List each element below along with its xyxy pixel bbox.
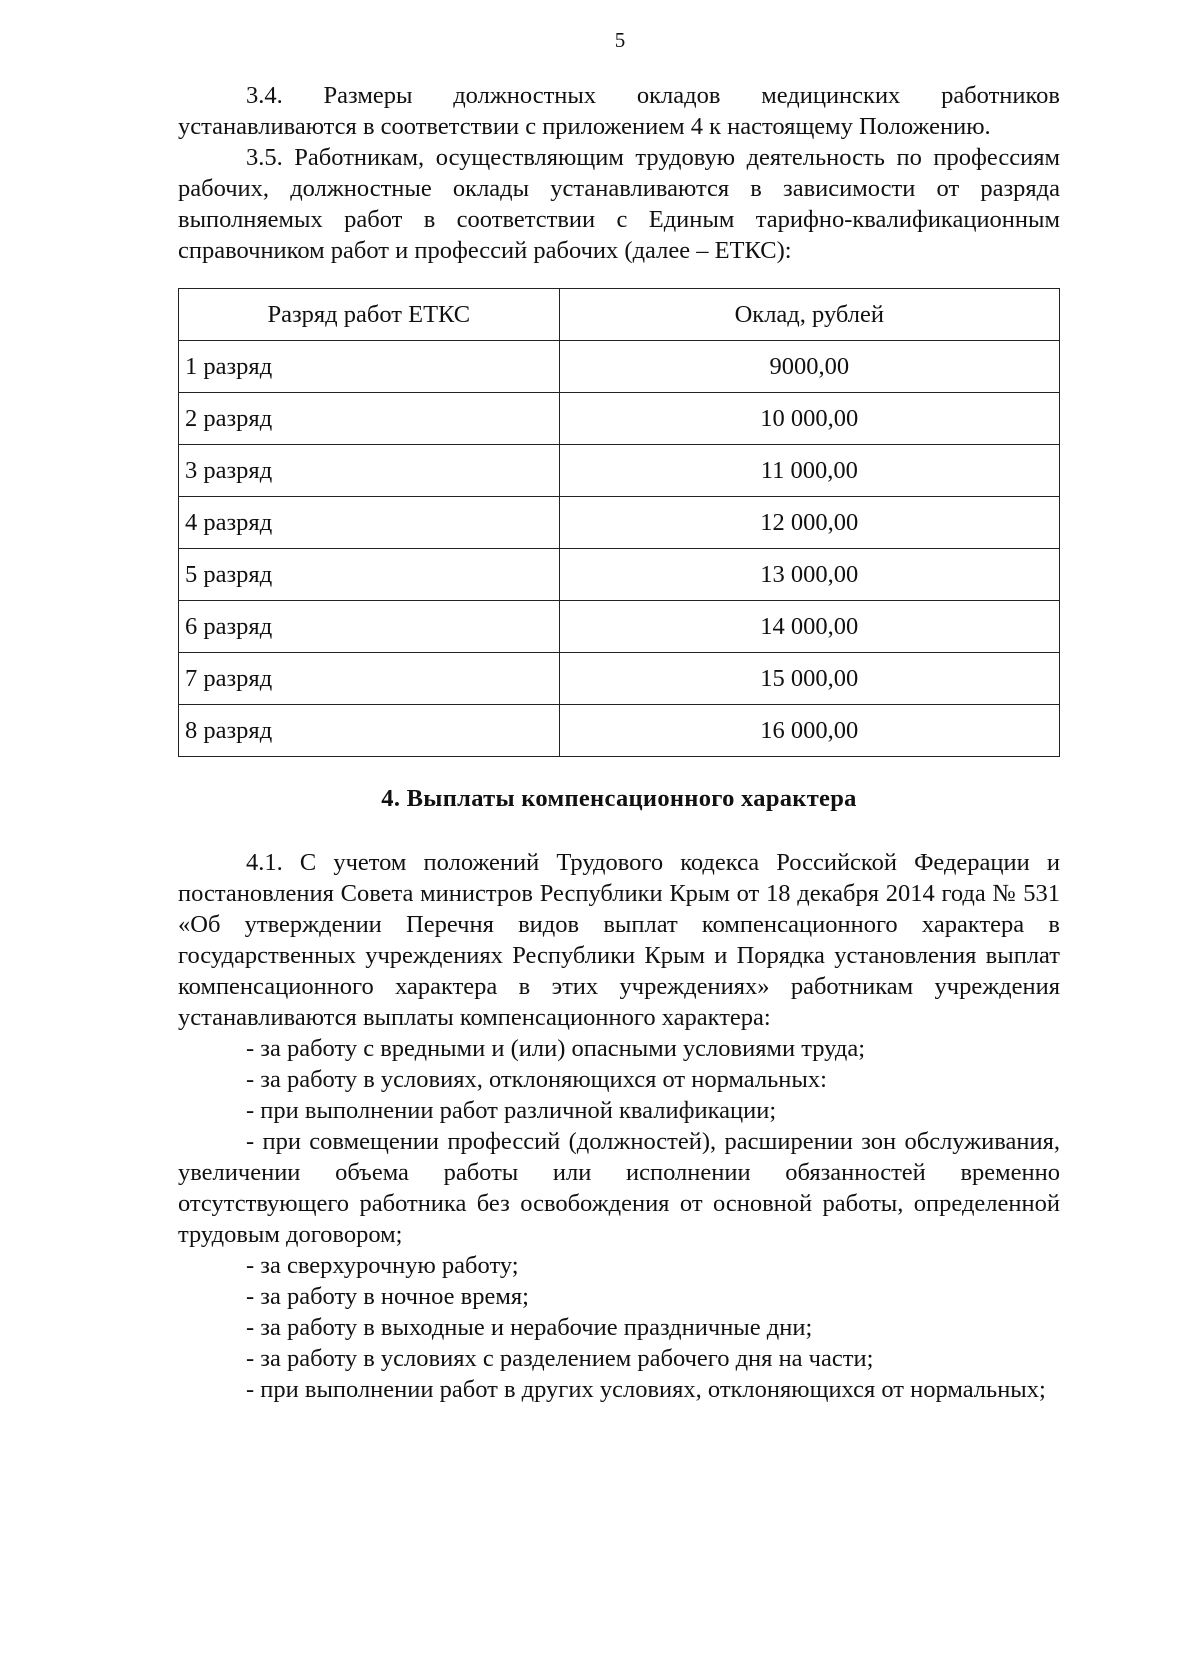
document-body (178, 80, 1060, 1405)
salary-cell: 10 000,00 (559, 393, 1059, 445)
table-row (179, 601, 1060, 653)
grade-cell: 3 разряд (179, 445, 560, 497)
salary-cell: 11 000,00 (559, 445, 1059, 497)
list-item: - за работу с вредными и (или) опасными условиями труда; (246, 1035, 866, 1062)
grade-cell: 1 разряд (179, 341, 560, 393)
grade-cell: 5 разряд (179, 549, 560, 601)
paragraph-4-1: 4.1. С учетом положений Трудового кодекса Российской Федерации и постановления Совета министров Республики Крым от 18 декабря 2014 года № 531 «Об утверждении Перечня видов выплат компенсационного характера в государственных учреждениях Республики Крым и Порядка установления выплат компенсационного характера в этих учреждениях» работникам учреждения устанавливаются выплаты компенсационного характера: (178, 849, 1060, 1031)
etks-salary-table (178, 288, 1060, 757)
grade-cell: 4 разряд (179, 497, 560, 549)
table-row (179, 445, 1060, 497)
salary-cell: 12 000,00 (559, 497, 1059, 549)
list-item: - за работу в условиях, отклоняющихся от нормальных: (246, 1066, 827, 1093)
salary-cell: 9000,00 (559, 341, 1059, 393)
table-row (179, 341, 1060, 393)
table-row (179, 653, 1060, 705)
salary-cell: 16 000,00 (559, 705, 1059, 757)
grade-cell: 6 разряд (179, 601, 560, 653)
column-header-grade: Разряд работ ЕТКС (179, 289, 560, 341)
salary-cell: 15 000,00 (559, 653, 1059, 705)
grade-cell: 7 разряд (179, 653, 560, 705)
grade-cell: 2 разряд (179, 393, 560, 445)
list-item: - при выполнении работ в других условиях, отклоняющихся от нормальных; (246, 1376, 1046, 1403)
list-item: - за работу в условиях с разделением рабочего дня на части; (246, 1345, 874, 1372)
grade-cell: 8 разряд (179, 705, 560, 757)
paragraph-3-4: 3.4. Размеры должностных окладов медицинских работников устанавливаются в соответствии с приложением 4 к настоящему Положению. (178, 82, 1060, 140)
table-row (179, 497, 1060, 549)
table-row (179, 549, 1060, 601)
list-item: - за работу в ночное время; (246, 1283, 529, 1310)
table-row (179, 705, 1060, 757)
section-4-heading: 4. Выплаты компенсационного характера (381, 785, 857, 812)
list-item: - при выполнении работ различной квалификации; (246, 1097, 777, 1124)
salary-cell: 13 000,00 (559, 549, 1059, 601)
page-number: 5 (614, 28, 626, 52)
salary-cell: 14 000,00 (559, 601, 1059, 653)
list-item: - за сверхурочную работу; (246, 1252, 519, 1279)
table-header-row (179, 289, 1060, 341)
paragraph-3-5: 3.5. Работникам, осуществляющим трудовую деятельность по профессиям рабочих, должностные оклады устанавливаются в зависимости от разряда выполняемых работ в соответствии с Единым тарифно-квалификационным справочником работ и профессий рабочих (далее – ЕТКС): (178, 144, 1060, 264)
table-row (179, 393, 1060, 445)
compensation-list (178, 1033, 1060, 1405)
list-item: - за работу в выходные и нерабочие праздничные дни; (246, 1314, 813, 1341)
list-item: - при совмещении профессий (должностей), расширении зон обслуживания, увеличении объема работы или исполнении обязанностей временно отсутствующего работника без освобождения от основной работы, определенной трудовым договором; (178, 1128, 1060, 1248)
column-header-salary: Оклад, рублей (559, 289, 1059, 341)
